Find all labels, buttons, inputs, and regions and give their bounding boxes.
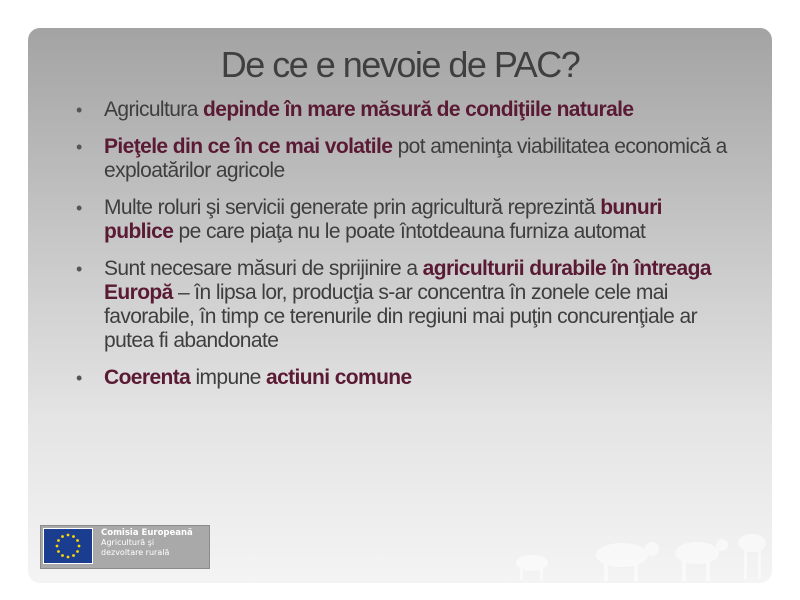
bullet-emphasis-text: bunuri publice	[104, 196, 662, 243]
bullet-dot-icon: •	[76, 137, 82, 157]
eu-star-icon	[67, 556, 70, 559]
bullet-item	[76, 366, 736, 390]
bullet-item	[76, 257, 736, 353]
eu-flag-icon	[43, 528, 93, 564]
footer-department-line1: Agricultură şi	[101, 538, 155, 547]
bullet-text: pe care piaţa nu le poate întotdeauna furniza automat	[173, 220, 646, 243]
slide-title: De ce e nevoie de PAC?	[220, 44, 580, 85]
bullet-emphasis-text: actiuni comune	[265, 366, 412, 389]
footer-organization: Comisia Europeană	[101, 528, 193, 538]
bullet-item	[76, 135, 736, 183]
bullet-text: Agricultura	[104, 98, 204, 121]
bullet-item	[76, 98, 736, 122]
bullet-text: Sunt necesare măsuri de sprijinire a	[104, 257, 423, 280]
bullet-emphasis-text: Pieţele din ce în ce mai volatile	[104, 135, 393, 158]
eu-star-icon	[76, 539, 79, 542]
bullet-dot-icon: •	[76, 198, 82, 218]
slide	[28, 28, 772, 583]
eu-star-icon	[67, 534, 70, 537]
eu-star-icon	[72, 554, 75, 557]
bullet-text: – în lipsa lor, producţia s-ar concentra în zonele cele mai favorabile, în timp ce terenurile din regiuni mai puţin concurenţiale ar putea fi abandonate	[104, 281, 697, 352]
bullet-dot-icon: •	[76, 100, 82, 120]
bullet-dot-icon: •	[76, 259, 82, 279]
bullet-text: pot ameninţa viabilitatea economică a exploatărilor agricole	[104, 135, 727, 182]
footer-department-line2: dezvoltare rurală	[101, 548, 170, 557]
eu-star-icon	[61, 554, 64, 557]
eu-star-icon	[61, 535, 64, 538]
bullet-text: impune	[190, 366, 266, 389]
cattle-silhouette-watermark	[472, 513, 772, 583]
footer-text	[101, 528, 193, 558]
bullet-emphasis-text: Coerenta	[104, 366, 191, 389]
eu-star-icon	[78, 545, 81, 548]
bullet-list	[76, 98, 736, 403]
bullet-text: Multe roluri şi servicii generate prin agricultură reprezintă	[104, 196, 601, 219]
bullet-emphasis-text: agriculturii durabile în întreaga Europă	[104, 257, 711, 304]
bullet-dot-icon: •	[76, 368, 82, 388]
eu-star-icon	[76, 550, 79, 553]
eu-star-icon	[57, 539, 60, 542]
eu-star-icon	[72, 535, 75, 538]
bullet-item	[76, 196, 736, 244]
eu-star-icon	[56, 545, 59, 548]
european-commission-footer	[40, 525, 210, 569]
bullet-emphasis-text: depinde în mare măsură de condiţiile naturale	[203, 98, 634, 121]
eu-star-icon	[57, 550, 60, 553]
